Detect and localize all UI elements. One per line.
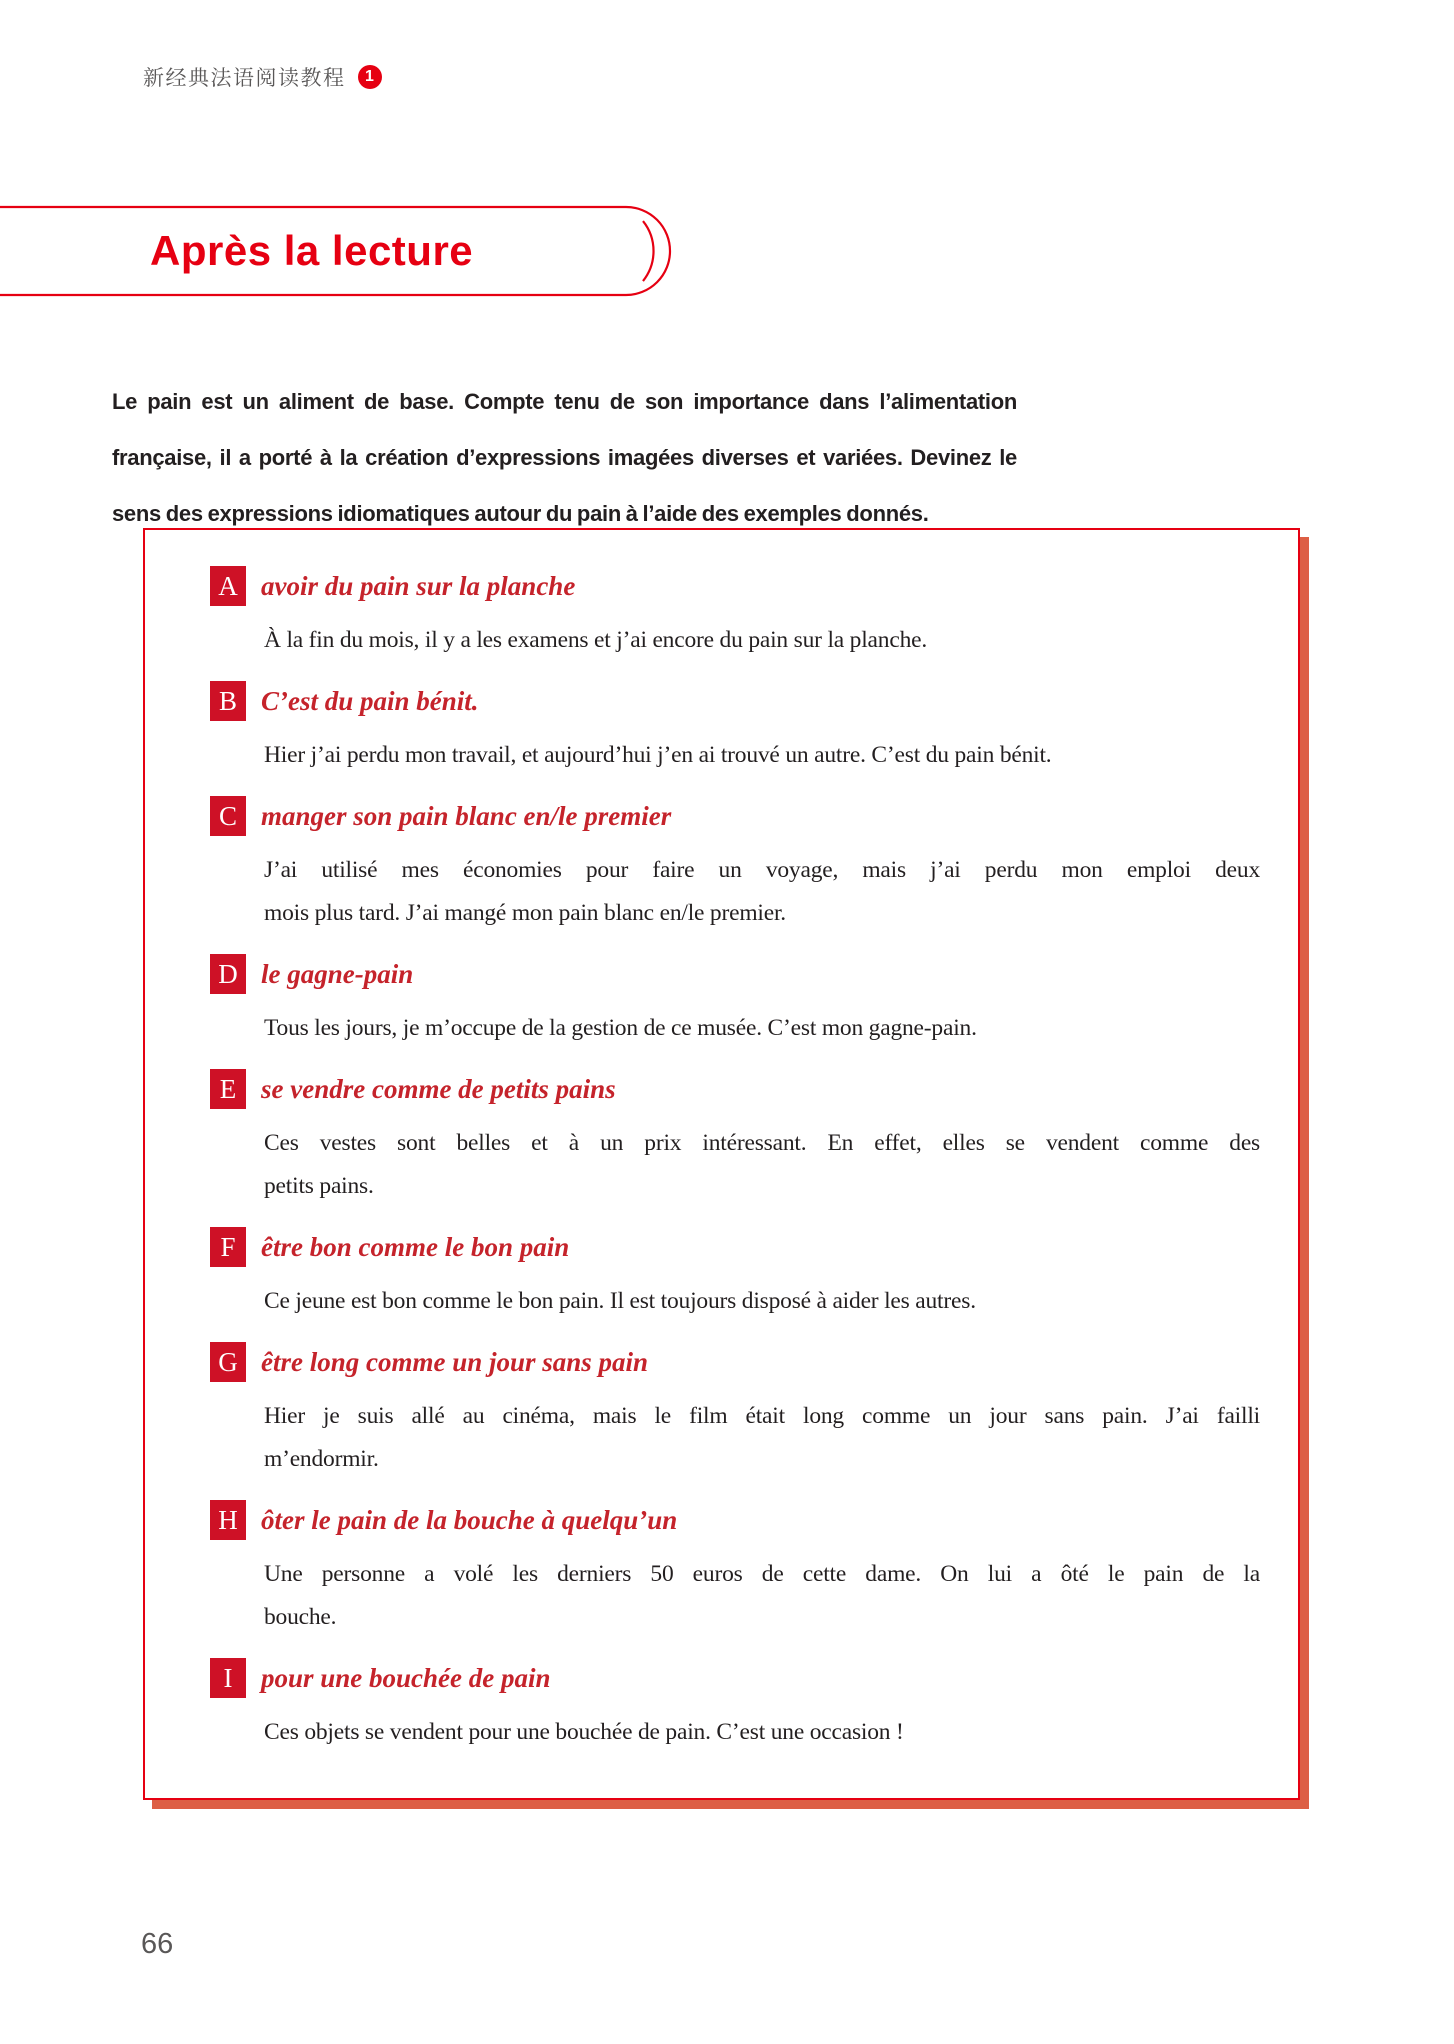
idiom-item-head [210, 796, 1260, 836]
idiom-title: manger son pain blanc en/le premier [261, 800, 672, 831]
letter-badge: E [210, 1069, 246, 1109]
letter-badge: D [210, 954, 246, 994]
idiom-title: ôter le pain de la bouche à quelqu’un [261, 1504, 678, 1535]
idiom-item [210, 681, 1260, 777]
example-sentence [264, 1122, 1260, 1208]
example-line: bouche. [264, 1604, 337, 1630]
idiom-item-head [210, 1342, 1260, 1382]
idiom-item-head [210, 954, 1260, 994]
letter-badge: C [210, 796, 246, 836]
idiom-title: pour une bouchée de pain [261, 1662, 551, 1693]
idiom-title: C’est du pain bénit. [261, 685, 479, 716]
idiom-item-head [210, 1227, 1260, 1267]
example-line: Tous les jours, je m’occupe de la gestion de ce musée. C’est mon gagne-pain. [264, 1015, 977, 1041]
idiom-item-head [210, 1658, 1260, 1698]
example-sentence [264, 619, 1260, 662]
page-number: 66 [141, 1928, 174, 1960]
example-line: Ce jeune est bon comme le bon pain. Il est toujours disposé à aider les autres. [264, 1288, 976, 1314]
example-line: m’endormir. [264, 1446, 379, 1472]
letter-badge: I [210, 1658, 246, 1698]
idiom-item [210, 1227, 1260, 1323]
example-line: mois plus tard. J’ai mangé mon pain blanc en/le premier. [264, 900, 786, 926]
idiom-item [210, 796, 1260, 935]
idiom-item [210, 566, 1260, 662]
intro-paragraph: Le pain est un aliment de base. Compte tenu de son importance dans l’alimentation française, il a porté à la création d’expressions imagées diverses et variées. Devinez le sens des expressions idiomatiques autour du pain à l’aide des exemples donnés. [112, 389, 1017, 526]
example-line: À la fin du mois, il y a les examens et j’ai encore du pain sur la planche. [264, 627, 928, 653]
idiom-title: être long comme un jour sans pain [261, 1346, 649, 1377]
section-banner [0, 205, 690, 297]
letter-badge: B [210, 681, 246, 721]
exercise-list [210, 566, 1260, 1754]
idiom-title: être bon comme le bon pain [261, 1231, 570, 1262]
idiom-item-head [210, 1500, 1260, 1540]
idiom-item [210, 1500, 1260, 1639]
idiom-item-head [210, 1069, 1260, 1109]
idiom-item [210, 1658, 1260, 1754]
example-line: Une personne a volé les derniers 50 euros de cette dame. On lui a ôté le pain de la [264, 1561, 1260, 1587]
example-sentence [264, 1553, 1260, 1639]
example-sentence [264, 1395, 1260, 1481]
idiom-title: se vendre comme de petits pains [261, 1073, 616, 1104]
idiom-item [210, 954, 1260, 1050]
example-sentence [264, 1007, 1260, 1050]
example-line: petits pains. [264, 1173, 374, 1199]
example-sentence [264, 1711, 1260, 1754]
example-line: Hier j’ai perdu mon travail, et aujourd’hui j’en ai trouvé un autre. C’est du pain bénit. [264, 742, 1052, 768]
letter-badge: F [210, 1227, 246, 1267]
section-title: Après la lecture [150, 227, 474, 274]
idiom-item-head [210, 681, 1260, 721]
example-line: Ces objets se vendent pour une bouchée de pain. C’est une occasion ! [264, 1719, 904, 1745]
idiom-item [210, 1069, 1260, 1208]
idiom-item-head [210, 566, 1260, 606]
idiom-title: avoir du pain sur la planche [261, 570, 576, 601]
running-head [143, 62, 382, 92]
letter-badge: A [210, 566, 246, 606]
exercise-box [143, 528, 1300, 1800]
idiom-item [210, 1342, 1260, 1481]
example-sentence [264, 1280, 1260, 1323]
example-sentence [264, 734, 1260, 777]
example-line: J’ai utilisé mes économies pour faire un voyage, mais j’ai perdu mon emploi deux [264, 857, 1260, 883]
book-title: 新经典法语阅读教程 [143, 66, 346, 90]
letter-badge: G [210, 1342, 246, 1382]
volume-badge: 1 [358, 65, 382, 89]
example-sentence [264, 849, 1260, 935]
idiom-title: le gagne-pain [261, 958, 414, 989]
example-line: Ces vestes sont belles et à un prix intéressant. En effet, elles se vendent comme des [264, 1130, 1260, 1156]
example-line: Hier je suis allé au cinéma, mais le film était long comme un jour sans pain. J’ai failli [264, 1403, 1260, 1429]
letter-badge: H [210, 1500, 246, 1540]
